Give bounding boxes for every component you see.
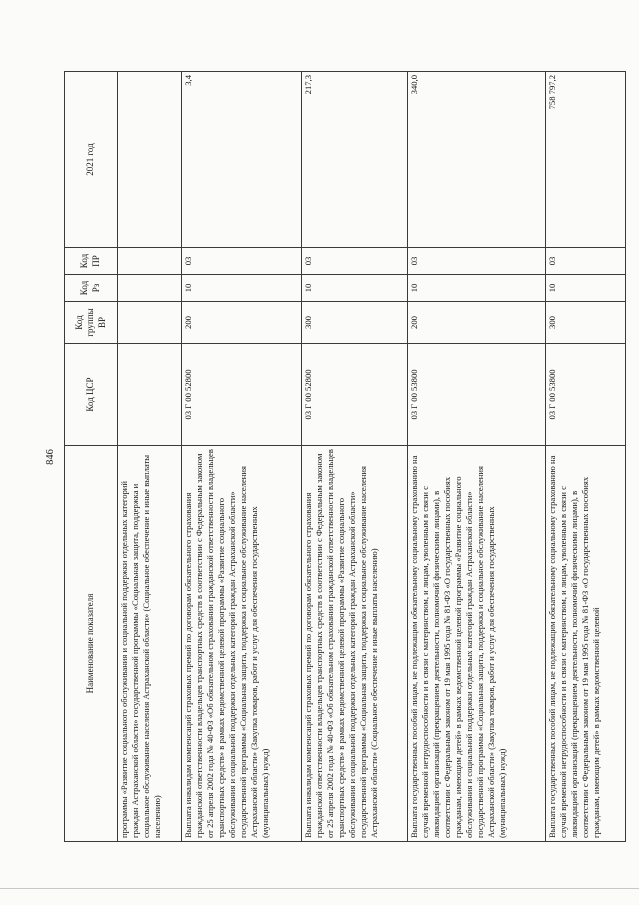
table-row xyxy=(182,72,302,842)
row-rz: 10 xyxy=(182,275,302,302)
row-vr: 200 xyxy=(182,302,302,344)
row-rz: 10 xyxy=(546,275,626,302)
row-pr: 03 xyxy=(408,248,546,275)
header-rz: Код Рз xyxy=(65,275,118,302)
table-row xyxy=(302,72,408,842)
row-name: Выплата государственных пособий лицам, не подлежащим обязательному социальному страхованию на случай временной нетрудоспособности и в связи с материнством, и лицам, уволенным в связи с ликвидацией организаций (прекращением деятельности, полномочий физическими лицами), в соответствии с Федеральным законом от 19 мая 1995 года № 81-ФЗ «О государственных пособиях гражданам, имеющим детей» в рамках ведомственной целевой программы «Развитие социального обслуживания и социальной поддержки отдельных категорий граждан Астраханской области» государственной программы «Социальная защита, поддержка и социальное обслуживание населения Астраханской области» (Закупка товаров, работ и услуг для обеспечения государственных (муниципальных) нужд) xyxy=(408,446,546,842)
row-vr: 200 xyxy=(408,302,546,344)
row-csr xyxy=(118,344,182,446)
page-number: 846 xyxy=(45,449,56,465)
row-csr: 03 Г 00 52800 xyxy=(182,344,302,446)
row-csr: 03 Г 00 53800 xyxy=(546,344,626,446)
row-rz xyxy=(118,275,182,302)
row-pr: 03 xyxy=(302,248,408,275)
row-name: Выплата государственных пособий лицам, не подлежащим обязательному социальному страхованию на случай временной нетрудоспособности и в связи с материнством, и лицам, уволенным в связи с ликвидацией организаций (прекращением деятельности, полномочий физическими лицами), в соответствии с Федеральным законом от 19 мая 1995 года № 81-ФЗ «О государственных пособиях гражданам, имеющим детей» в рамках ведомственной целевой xyxy=(546,446,626,842)
header-pr: Код ПР xyxy=(65,248,118,275)
page-edge-divider xyxy=(0,888,639,889)
budget-table xyxy=(64,71,626,842)
row-csr: 03 Г 00 53800 xyxy=(408,344,546,446)
header-vr: Код группы ВР xyxy=(65,302,118,344)
row-amount: 340,0 xyxy=(408,72,546,248)
header-csr: Код ЦСР xyxy=(65,344,118,446)
row-csr: 03 Г 00 52800 xyxy=(302,344,408,446)
table-row xyxy=(408,72,546,842)
row-amount: 3,4 xyxy=(182,72,302,248)
row-pr: 03 xyxy=(182,248,302,275)
row-amount xyxy=(118,72,182,248)
row-vr: 300 xyxy=(302,302,408,344)
row-vr xyxy=(118,302,182,344)
row-amount: 217,3 xyxy=(302,72,408,248)
table-row xyxy=(546,72,626,842)
row-rz: 10 xyxy=(408,275,546,302)
rotated-content xyxy=(40,72,605,842)
row-amount: 758 797,2 xyxy=(546,72,626,248)
row-pr xyxy=(118,248,182,275)
table-header-row xyxy=(65,72,118,842)
row-name: Выплата инвалидам компенсаций страховых премий по договорам обязательного страхования гражданской ответственности владельцев транспортных средств в соответствии с Федеральным законом от 25 апреля 2002 года № 40-ФЗ «Об обязательном страховании гражданской ответственности владельцев транспортных средств» в рамках ведомственной целевой программы «Развитие социального обслуживания и социальной поддержки отдельных категорий граждан Астраханской области» государственной программы «Социальная защита, поддержка и социальное обслуживание населения Астраханской области» (Закупка товаров, работ и услуг для обеспечения государственных (муниципальных) нужд) xyxy=(182,446,302,842)
header-name: Наименование показателя xyxy=(65,446,118,842)
table-row xyxy=(118,72,182,842)
row-name: программы «Развитие социального обслуживания и социальной поддержки отдельных категорий граждан Астраханской области» государственной программы «Социальная защита, поддержка и социальное обслуживание населения Астраханской области» (Социальное обеспечение и иные выплаты населению) xyxy=(118,446,182,842)
row-rz: 10 xyxy=(302,275,408,302)
row-name: Выплата инвалидам компенсаций страховых премий по договорам обязательного страхования гражданской ответственности владельцев транспортных средств в соответствии с Федеральным законом от 25 апреля 2002 года № 40-ФЗ «Об обязательном страховании гражданской ответственности владельцев транспортных средств» в рамках ведомственной целевой программы «Развитие социального обслуживания и социальной поддержки отдельных категорий граждан Астраханской области» государственной программы «Социальная защита, поддержка и социальное обслуживание населения Астраханской области» (Социальное обеспечение и иные выплаты населению) xyxy=(302,446,408,842)
row-vr: 300 xyxy=(546,302,626,344)
row-pr: 03 xyxy=(546,248,626,275)
header-year: 2021 год xyxy=(65,72,118,248)
